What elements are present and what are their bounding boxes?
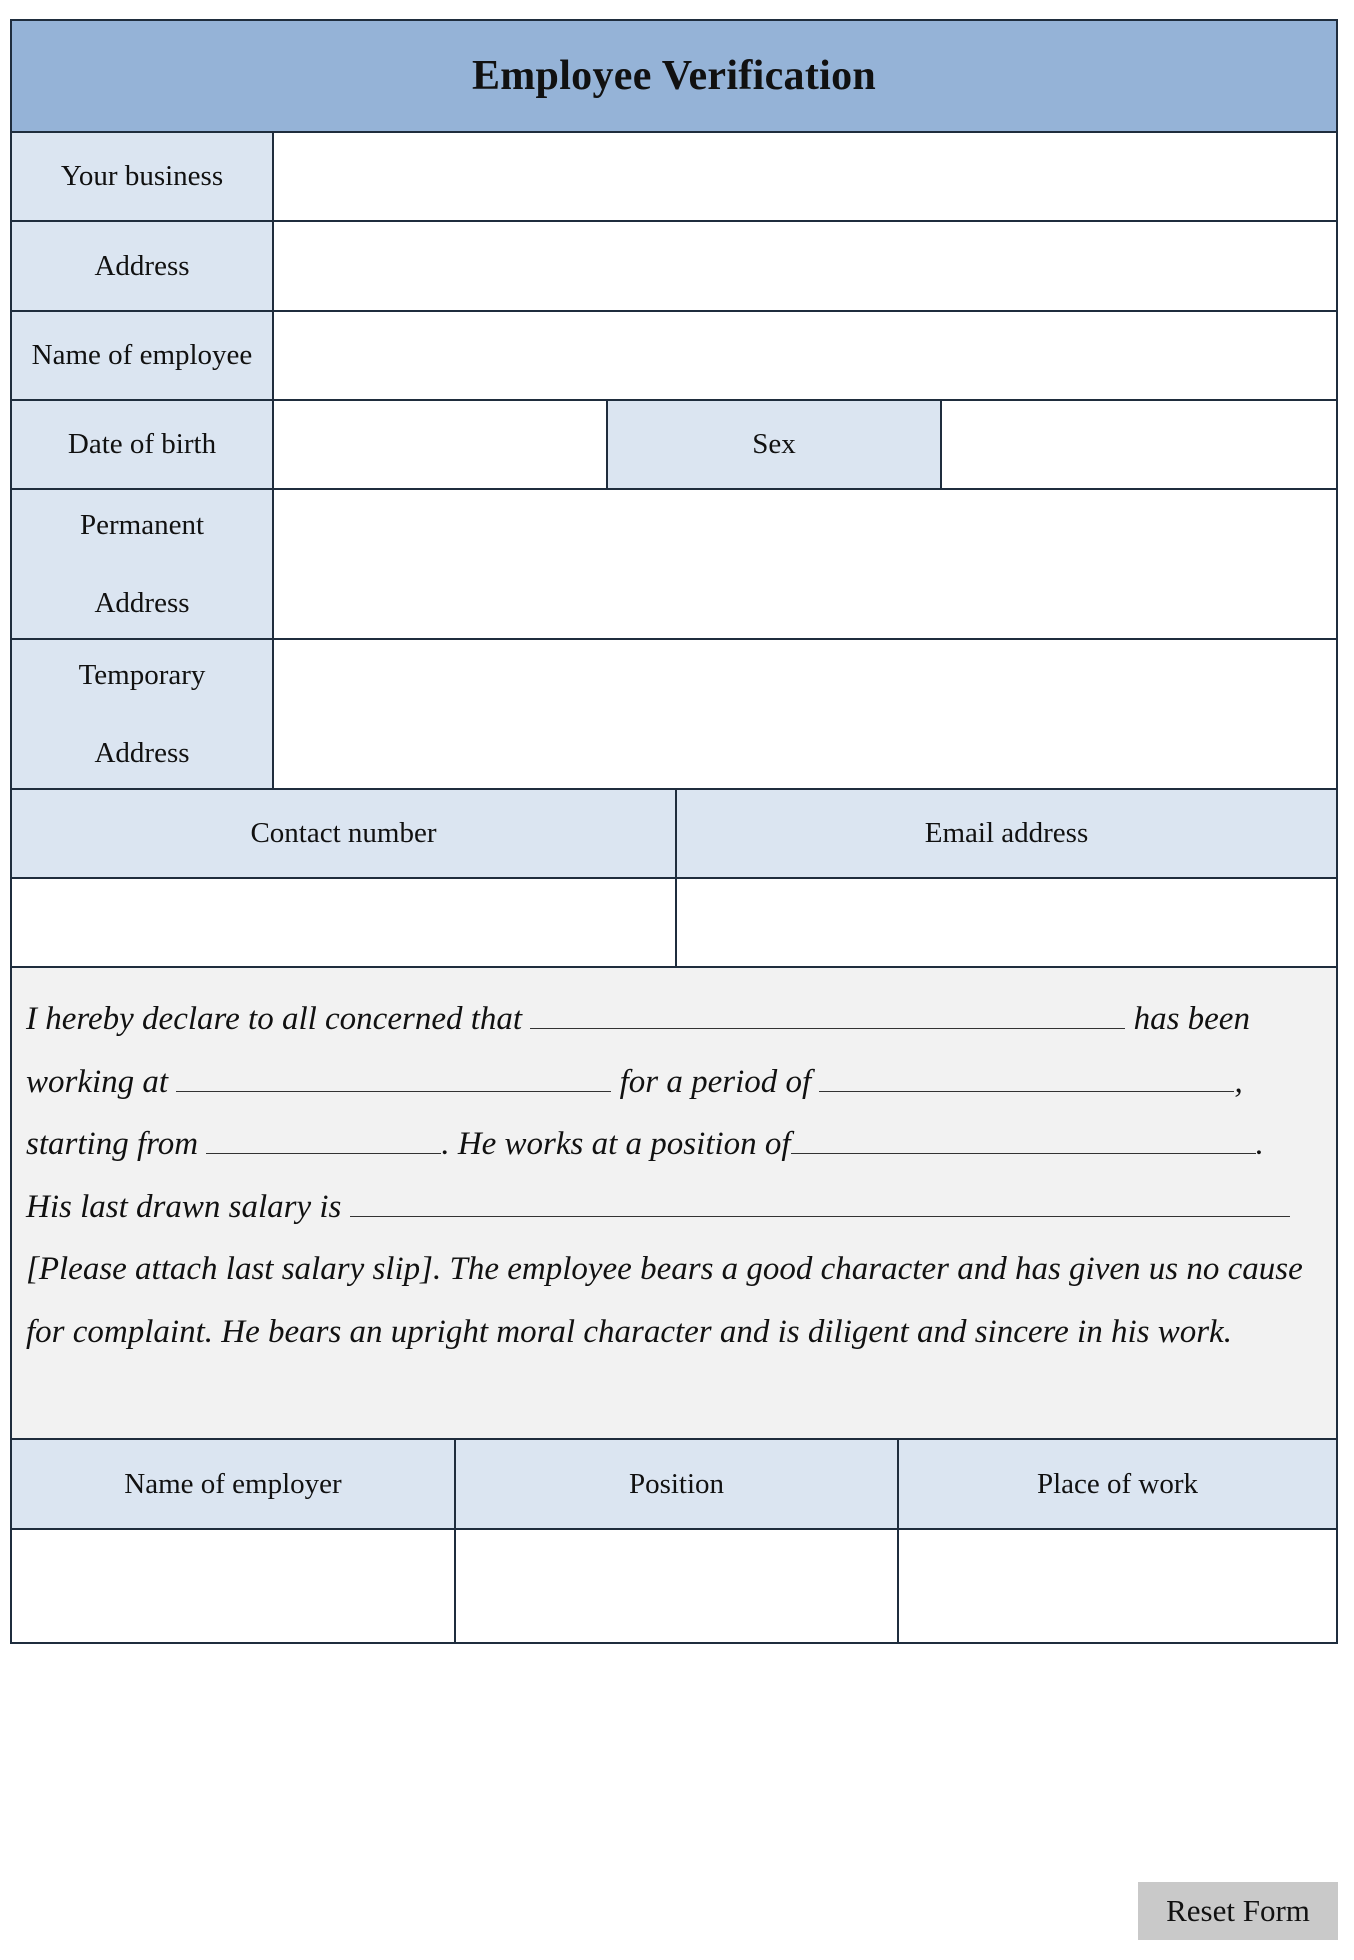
sex-input[interactable] (942, 401, 1336, 488)
row-business (12, 133, 1336, 222)
temporary-address-input[interactable] (274, 640, 1336, 788)
row-permanent-address (12, 490, 1336, 640)
reset-form-button[interactable]: Reset Form (1138, 1882, 1338, 1940)
position-field[interactable] (454, 1530, 897, 1642)
label-permanent-line2: Address (94, 587, 190, 619)
place-of-work-field[interactable] (897, 1530, 1336, 1642)
label-address: Address (12, 222, 272, 310)
position-input[interactable] (456, 1530, 897, 1642)
declaration-text (12, 968, 1336, 1440)
label-permanent-address (12, 490, 272, 638)
row-contact-email-fields (12, 879, 1336, 968)
address-input[interactable] (274, 222, 1336, 310)
address-field[interactable] (272, 222, 1336, 310)
decl-part-10: [Please attach last salary slip]. The employee bears a good character and has given us no cause for complaint. He bears an upright moral character and is diligent and sincere in his work. (26, 1251, 1303, 1350)
label-business: Your business (12, 133, 272, 220)
company-blank[interactable] (176, 1067, 611, 1092)
employer-name-field[interactable] (12, 1530, 454, 1642)
start-date-blank[interactable] (206, 1129, 441, 1154)
label-temporary-line1: Temporary (78, 659, 206, 691)
decl-part-7: . He works at a position of (441, 1126, 791, 1162)
place-of-work-input[interactable] (899, 1530, 1336, 1642)
permanent-address-field[interactable] (272, 490, 1336, 638)
label-place-of-work: Place of work (897, 1440, 1336, 1528)
label-position: Position (454, 1440, 897, 1528)
business-input[interactable] (274, 133, 1336, 220)
label-dob: Date of birth (12, 401, 272, 488)
row-employer-fields (12, 1530, 1336, 1642)
row-employer-labels (12, 1440, 1336, 1530)
employee-verification-form (10, 19, 1338, 1644)
label-employee-name: Name of employee (12, 312, 272, 399)
email-input[interactable] (677, 879, 1336, 966)
decl-part-3: working at (26, 1063, 169, 1100)
row-temporary-address (12, 640, 1336, 790)
temporary-address-field[interactable] (272, 640, 1336, 788)
decl-part-6: starting from (26, 1126, 199, 1162)
decl-part-2: has been (1133, 1001, 1250, 1037)
row-address (12, 222, 1336, 312)
period-blank[interactable] (819, 1067, 1234, 1092)
email-field[interactable] (675, 879, 1336, 966)
label-email: Email address (675, 790, 1336, 877)
employee-name-blank[interactable] (530, 1004, 1125, 1029)
decl-part-1: I hereby declare to all concerned that (26, 1001, 523, 1037)
employee-name-input[interactable] (274, 312, 1336, 399)
dob-field[interactable] (272, 401, 606, 488)
label-temporary-line2: Address (94, 737, 190, 769)
row-employee-name (12, 312, 1336, 401)
form-title: Employee Verification (12, 21, 1336, 133)
contact-field[interactable] (12, 879, 675, 966)
permanent-address-input[interactable] (274, 490, 1336, 638)
row-dob-sex (12, 401, 1336, 490)
sex-field[interactable] (940, 401, 1336, 488)
employer-name-input[interactable] (12, 1530, 454, 1642)
decl-part-5: , (1234, 1063, 1243, 1100)
salary-blank[interactable] (350, 1192, 1290, 1217)
employee-name-field[interactable] (272, 312, 1336, 399)
contact-input[interactable] (12, 879, 675, 966)
label-sex: Sex (606, 401, 940, 488)
position-blank[interactable] (791, 1129, 1256, 1154)
label-contact: Contact number (12, 790, 675, 877)
business-field[interactable] (272, 133, 1336, 220)
decl-part-9: His last drawn salary is (26, 1188, 342, 1225)
decl-part-8: . (1255, 1126, 1264, 1162)
label-permanent-line1: Permanent (79, 509, 204, 541)
dob-input[interactable] (274, 401, 606, 488)
label-employer-name: Name of employer (12, 1440, 454, 1528)
label-temporary-address (12, 640, 272, 788)
row-contact-email-labels (12, 790, 1336, 879)
decl-part-4: for a period of (619, 1063, 812, 1100)
